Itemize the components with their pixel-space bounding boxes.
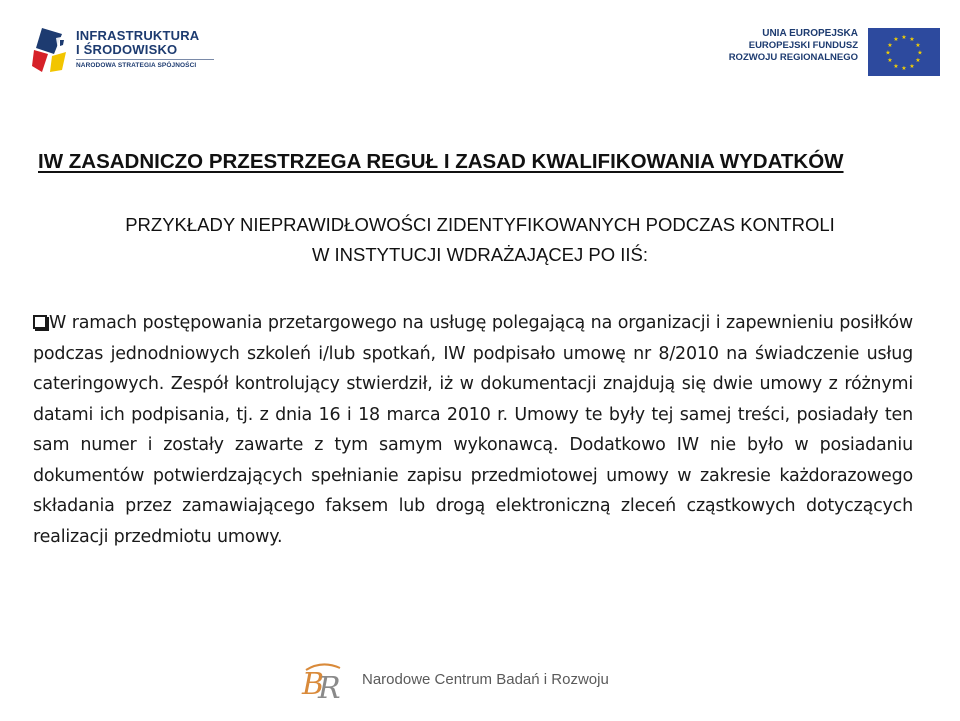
svg-text:★: ★ [893,63,899,70]
nss-logo-icon [32,26,68,74]
slide-headline: IW ZASADNICZO PRZESTRZEGA REGUŁ I ZASAD KWALIFIKOWANIA WYDATKÓW [38,150,844,173]
svg-text:★: ★ [915,42,921,49]
svg-text:★: ★ [887,57,893,64]
eu-logo [728,22,942,80]
eu-logo-line1: UNIA EUROPEJSKA [762,28,858,39]
eu-flag-icon [868,28,940,76]
svg-text:★: ★ [885,49,891,57]
subheading-line2: W INSTYTUCJI WDRAŻAJĄCEJ PO IIŚ: [311,244,649,265]
logo-left-subtitle: NARODOWA STRATEGIA SPÓJNOŚCI [76,62,197,69]
svg-text:★: ★ [893,36,899,43]
svg-text:★: ★ [909,36,915,43]
ncbir-br-logo-icon [300,660,346,704]
paragraph-text: W ramach postępowania przetargowego na usługę polegającą na organizacji i zapewnieniu posiłków podczas jednodniowych szkoleń i/lub spotkań, IW podpisało umowę nr 8/2010 na świadczenie usług cateringowych. Zespół kontrolujący stwierdził, iż w dokumentacji znajdują się dwie umowy z różnymi datami ich podpisania, tj. z dnia 16 i 18 marca 2010 r. Umowy te były tej samej treści, posiadały ten sam numer i zostały zawarte z tym samym wykonawcą. Dodatkowo IW nie było w posiadaniu dokumentów potwierdzających spełnianie zapisu przedmiotowej umowy w zakresie każdorazowego składania przez zamawiającego faksem lub drogą elektroniczną zleceń cząstkowych dotyczących realizacji przedmiotu umowy. [33,313,913,547]
logo-left-divider [76,59,214,60]
checkbox-bullet-icon [33,315,47,329]
svg-text:★: ★ [901,65,907,72]
svg-text:★: ★ [901,34,907,41]
eu-logo-line2: EUROPEJSKI FUNDUSZ [748,40,858,51]
svg-text:R: R [318,671,341,704]
logo-left-title-line1: INFRASTRUKTURA [76,28,200,43]
eu-logo-line3: ROZWOJU REGIONALNEGO [728,52,858,63]
ncbir-name: Narodowe Centrum Badań i Rozwoju [362,671,609,688]
infrastruktura-logo [28,22,208,78]
subheading-line1: PRZYKŁADY NIEPRAWIDŁOWOŚCI ZIDENTYFIKOWANYCH PODCZAS KONTROLI [125,214,835,235]
svg-text:★: ★ [915,57,921,64]
svg-text:B: B [302,667,325,702]
svg-text:★: ★ [909,63,915,70]
eu-logo-text [729,28,858,64]
logo-left-title-line2: I ŚRODOWISKO [76,42,178,57]
svg-text:★: ★ [887,42,893,49]
svg-text:★: ★ [917,49,923,57]
ncbir-logo [300,660,660,704]
bullet-paragraph [33,308,913,552]
